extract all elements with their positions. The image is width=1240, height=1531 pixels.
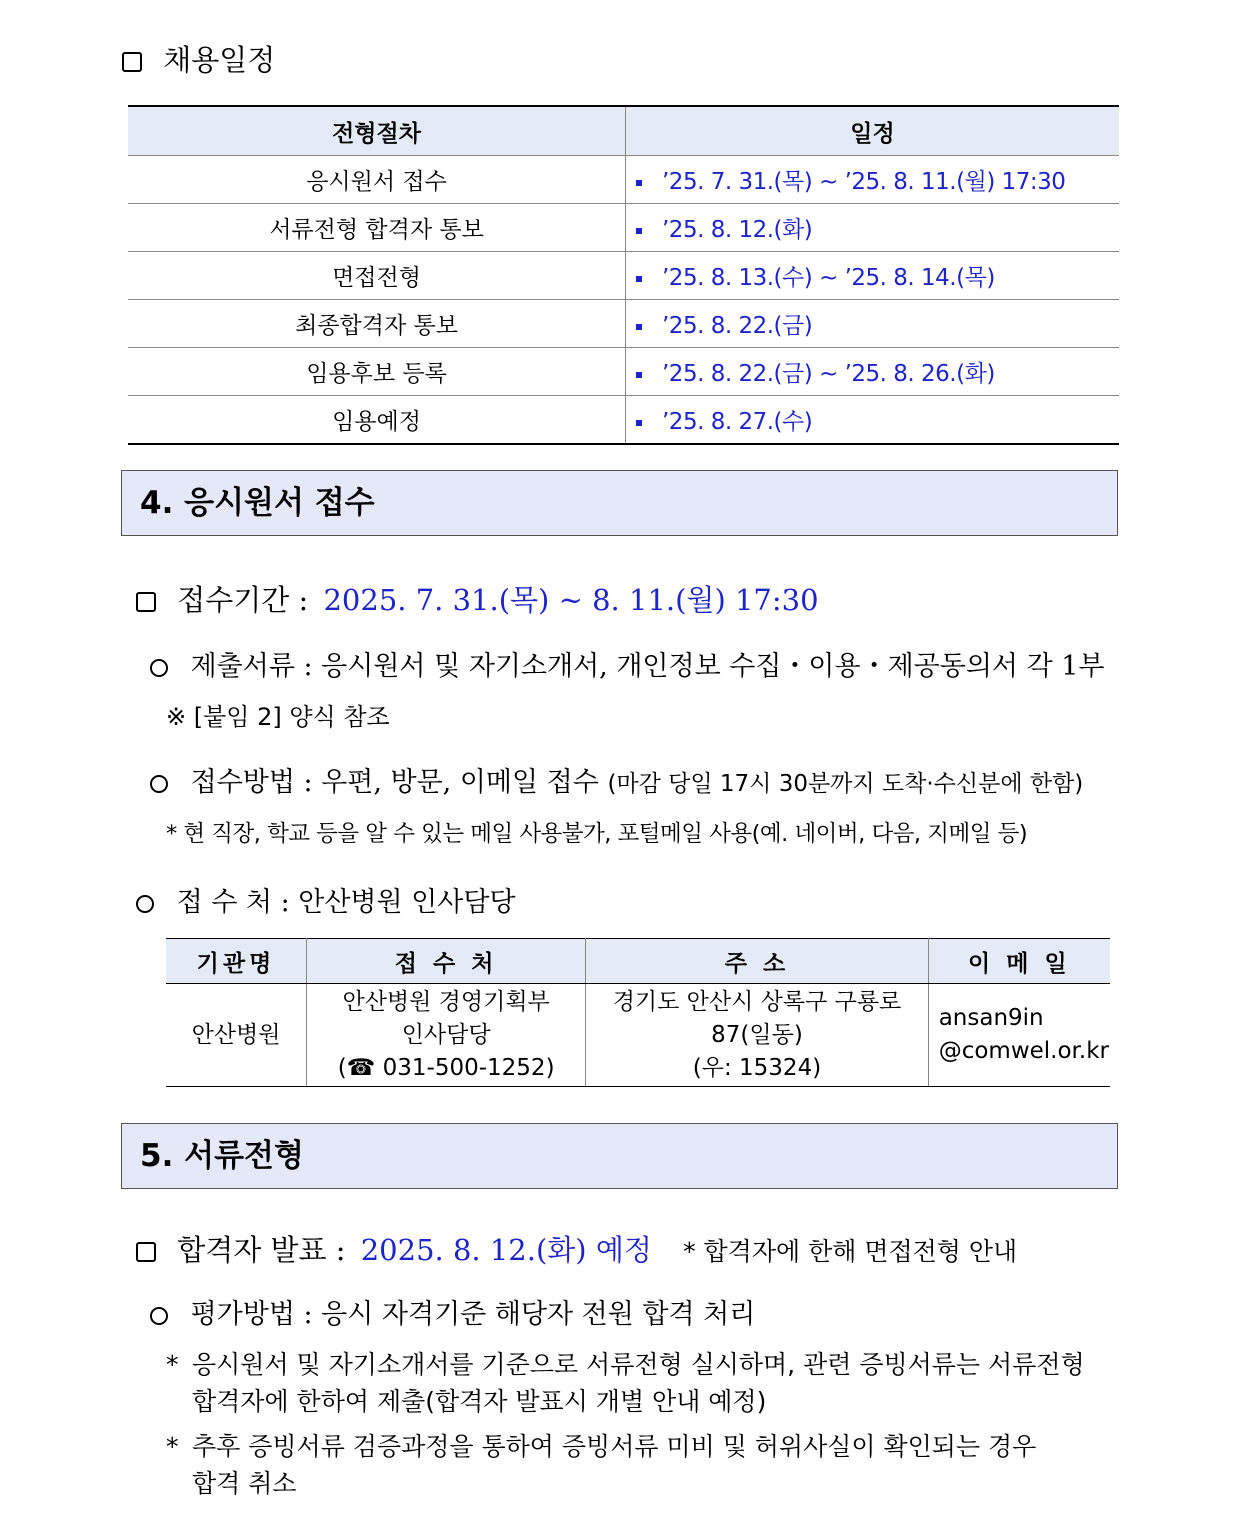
date-cell: ’25. 7. 31.(목) ~ ’25. 8. 11.(월) 17:30 — [626, 156, 1120, 204]
date-cell: ’25. 8. 13.(수) ~ ’25. 8. 14.(목) — [626, 252, 1120, 300]
step-cell: 면접전형 — [128, 252, 626, 300]
square-bullet-icon — [636, 420, 642, 426]
step-cell: 최종합격자 통보 — [128, 300, 626, 348]
receipt-header-row — [166, 939, 1110, 984]
eval-line: 평가방법 : 응시 자격기준 해당자 전원 합격 처리 — [150, 1292, 755, 1331]
dept-cell: 안산병원 경영기획부 인사담당 (☎ 031-500-1252) — [307, 984, 586, 1087]
place-line: 접 수 처 : 안산병원 인사담당 — [136, 880, 516, 919]
square-bullet-icon — [636, 372, 642, 378]
step-cell: 응시원서 접수 — [128, 156, 626, 204]
asterisk-icon: * — [166, 1432, 179, 1461]
square-bullet-icon — [122, 52, 142, 72]
schedule-heading: 채용일정 — [122, 38, 275, 79]
announce-line: 합격자 발표 : 2025. 8. 12.(화) 예정 * 합격자에 한해 면접전형 안내 — [136, 1228, 1017, 1269]
address-cell: 경기도 안산시 상록구 구룡로 87(일동) (우: 15324) — [586, 984, 928, 1087]
step-cell: 임용예정 — [128, 396, 626, 445]
col-address: 주 소 — [586, 939, 928, 984]
note1: * 응시원서 및 자기소개서를 기준으로 서류전형 실시하며, 관련 증빙서류는 서류전형 합격자에 한하여 제출(합격자 발표시 개별 안내 예정) — [166, 1346, 1085, 1420]
square-bullet-icon — [136, 1242, 156, 1262]
method-line: 접수방법 : 우편, 방문, 이메일 접수 (마감 당일 17시 30분까지 도착·수신분에 한함) — [150, 760, 1083, 799]
table-row — [128, 156, 1119, 204]
table-row — [128, 252, 1119, 300]
table-row — [128, 204, 1119, 252]
square-bullet-icon — [136, 592, 156, 612]
table-row — [166, 984, 1110, 1087]
email-cell: ansan9in @comwel.or.kr — [928, 984, 1110, 1087]
table-row — [128, 348, 1119, 396]
section-4-title: 4. 응시원서 접수 — [121, 470, 1118, 536]
square-bullet-icon — [636, 276, 642, 282]
date-cell: ’25. 8. 22.(금) — [626, 300, 1120, 348]
table-row — [128, 396, 1119, 445]
col-email: 이 메 일 — [928, 939, 1110, 984]
schedule-header-row — [128, 106, 1119, 156]
date-cell: ’25. 8. 22.(금) ~ ’25. 8. 26.(화) — [626, 348, 1120, 396]
col-org: 기관명 — [166, 939, 307, 984]
date-cell: ’25. 8. 12.(화) — [626, 204, 1120, 252]
circle-bullet-icon — [150, 775, 168, 793]
circle-bullet-icon — [150, 1307, 168, 1325]
note2: * 추후 증빙서류 검증과정을 통하여 증빙서류 미비 및 허위사실이 확인되는 경우 합격 취소 — [166, 1428, 1036, 1502]
step-cell: 임용후보 등록 — [128, 348, 626, 396]
col-schedule: 일정 — [626, 106, 1120, 156]
square-bullet-icon — [636, 324, 642, 330]
org-cell: 안산병원 — [166, 984, 307, 1087]
table-row — [128, 300, 1119, 348]
step-cell: 서류전형 합격자 통보 — [128, 204, 626, 252]
circle-bullet-icon — [150, 659, 168, 677]
schedule-table — [128, 105, 1119, 445]
asterisk-icon: * — [166, 1350, 179, 1379]
section-5-title: 5. 서류전형 — [121, 1123, 1118, 1189]
receipt-table — [166, 938, 1110, 1087]
date-cell: ’25. 8. 27.(수) — [626, 396, 1120, 445]
col-dept: 접 수 처 — [307, 939, 586, 984]
square-bullet-icon — [636, 228, 642, 234]
circle-bullet-icon — [136, 895, 154, 913]
period-line: 접수기간 : 2025. 7. 31.(목) ~ 8. 11.(월) 17:30 — [136, 578, 819, 619]
docs-line: 제출서류 : 응시원서 및 자기소개서, 개인정보 수집・이용・제공동의서 각 1부 — [150, 644, 1105, 683]
method-note: * 현 직장, 학교 등을 알 수 있는 메일 사용불가, 포털메일 사용(예. 네이버, 다음, 지메일 등) — [166, 821, 1028, 847]
square-bullet-icon — [636, 180, 642, 186]
docs-note: ※ [붙임 2] 양식 참조 — [166, 703, 390, 731]
col-procedure: 전형절차 — [128, 106, 626, 156]
